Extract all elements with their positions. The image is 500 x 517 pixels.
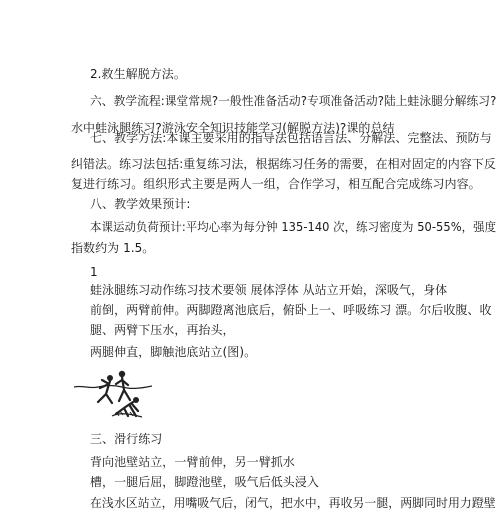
text-line: 六、教学流程:课堂常规?一般性准备活动?专项准备活动?陆上蛙泳腿分解练习?	[90, 94, 497, 108]
text-line: 在浅水区站立，用嘴吸气后，闭气，把水中，再收另一腿，两脚同时用力蹬壁	[90, 496, 496, 510]
breaststroke-figure-illustration	[72, 370, 154, 420]
text-line: 背向池壁站立，一臂前伸，另一臂抓水	[90, 455, 295, 469]
section-heading: 三、滑行练习	[90, 432, 163, 446]
text-line: 本课运动负荷预计:平均心率为每分钟 135-140 次，练习密度为 50-55%，强度	[90, 220, 497, 234]
text-line: 2.救生解脱方法。	[90, 67, 186, 81]
text-line: 腿、两臂下压水，再抬头，	[90, 323, 235, 337]
text-line: 前倒，两臂前伸。两脚蹬离池底后，俯卧上一、呼吸练习 漂。尔后收腹、收	[90, 303, 492, 317]
text-line: 指数约为 1.5。	[71, 241, 155, 255]
text-line: 1	[90, 265, 98, 279]
text-line: 水中蛙泳腿练习?游泳安全知识技能学习(解脱方法)?课的总结	[71, 121, 395, 135]
text-line: 复进行练习。组织形式主要是两人一组，合作学习，相互配合完成练习内容。	[71, 177, 481, 191]
text-line: 纠错法。练习法包括:重复练习法，根据练习任务的需要，在相对固定的内容下反	[71, 157, 496, 171]
text-line: 蛙泳腿练习动作练习技术要领 展体浮体 从站立开始，深吸气，身体	[90, 283, 448, 297]
text-line: 槽，一腿后屈，脚蹬池壁，吸气后低头浸入	[90, 475, 319, 489]
text-line: 七、教学方法:本课主要采用的指导法包括语言法、分解法、完整法、预防与	[90, 131, 492, 145]
text-line: 八、教学效果预计:	[90, 197, 191, 211]
text-line: 两腿伸直，脚触池底站立(图)。	[90, 345, 257, 359]
